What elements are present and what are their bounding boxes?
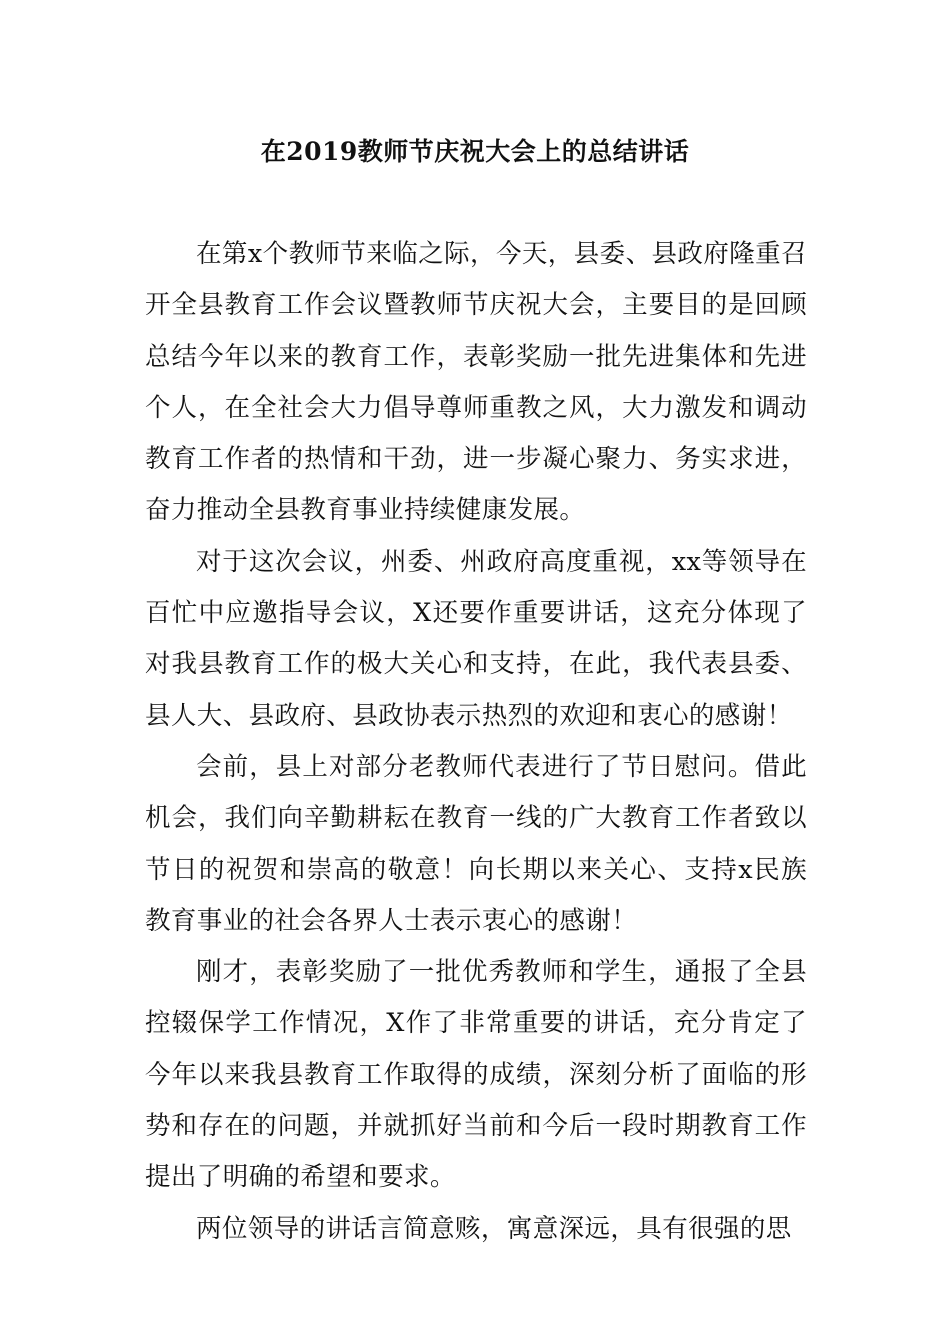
paragraph-3: 会前，县上对部分老教师代表进行了节日慰问。借此机会，我们向辛勤耕耘在教育一线的广大教育工作者致以节日的祝贺和崇高的敬意！向长期以来关心、支持x民族教育事业的社会各界人士表示衷心的感谢！	[145, 751, 807, 936]
paragraph-2: 对于这次会议，州委、州政府高度重视，xx等领导在百忙中应邀指导会议，X还要作重要讲话，这充分体现了对我县教育工作的极大关心和支持，在此，我代表县委、县人大、县政府、县政协表示热烈的欢迎和衷心的感谢！	[145, 546, 807, 731]
paragraph-5: 两位领导的讲话言简意赅，寓意深远，具有很强的思	[196, 1213, 792, 1244]
document-title: 在2019教师节庆祝大会上的总结讲话	[260, 137, 690, 166]
document-body	[145, 229, 807, 1255]
paragraph-4: 刚才，表彰奖励了一批优秀教师和学生，通报了全县控辍保学工作情况，X作了非常重要的讲话，充分肯定了今年以来我县教育工作取得的成绩，深刻分析了面临的形势和存在的问题，并就抓好当前和今后一段时期教育工作提出了明确的希望和要求。	[145, 957, 807, 1193]
paragraph-1: 在第x个教师节来临之际，今天，县委、县政府隆重召开全县教育工作会议暨教师节庆祝大会，主要目的是回顾总结今年以来的教育工作，表彰奖励一批先进集体和先进个人，在全社会大力倡导尊师重教之风，大力激发和调动教育工作者的热情和干劲，进一步凝心聚力、务实求进，奋力推动全县教育事业持续健康发展。	[145, 239, 807, 526]
